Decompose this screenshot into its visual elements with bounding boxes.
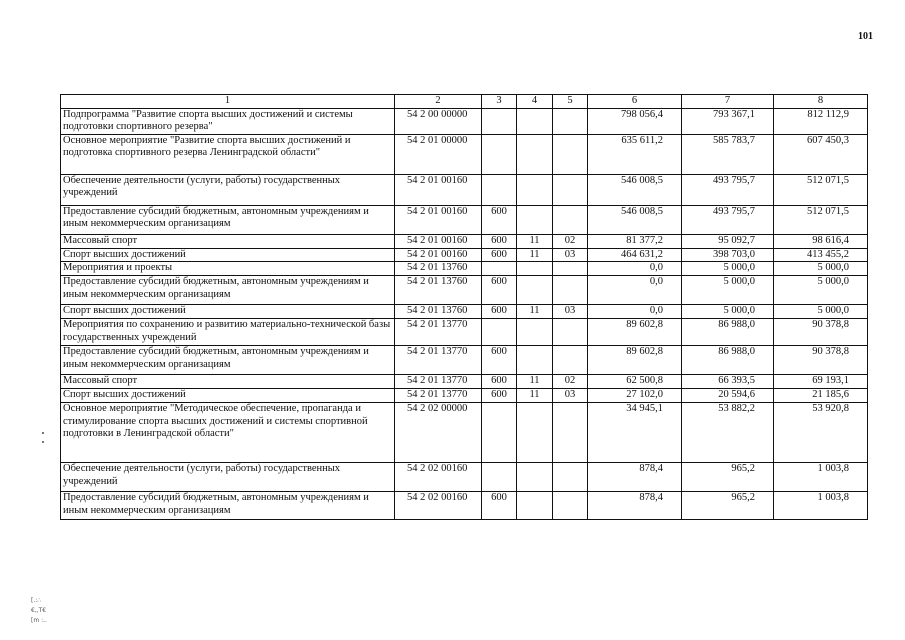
- table-row: [61, 205, 868, 234]
- row-value-7: 493 795,7: [682, 174, 774, 205]
- row-value-6: 62 500,8: [588, 375, 682, 389]
- row-vr: 600: [482, 346, 517, 375]
- table-row: [61, 174, 868, 205]
- row-pr: [553, 174, 588, 205]
- table-row: [61, 134, 868, 174]
- row-name: Предоставление субсидий бюджетным, автономным учреждениям и иным некоммерческим организациям: [61, 346, 395, 375]
- row-name: Массовый спорт: [61, 375, 395, 389]
- header-row: [61, 95, 868, 109]
- row-value-8: 812 112,9: [774, 108, 868, 134]
- table-row: [61, 234, 868, 248]
- row-rz: [517, 492, 553, 520]
- table-row: [61, 305, 868, 319]
- row-pr: [553, 262, 588, 276]
- row-rz: [517, 262, 553, 276]
- row-value-8: 21 185,6: [774, 389, 868, 403]
- row-value-8: 5 000,0: [774, 276, 868, 305]
- row-code: 54 2 01 00160: [395, 248, 482, 262]
- column-header: 8: [774, 95, 868, 109]
- column-header: 2: [395, 95, 482, 109]
- row-pr: 03: [553, 389, 588, 403]
- row-name: Предоставление субсидий бюджетным, автономным учреждениям и иным некоммерческим организациям: [61, 205, 395, 234]
- row-value-7: 66 393,5: [682, 375, 774, 389]
- row-rz: 11: [517, 305, 553, 319]
- column-header: 6: [588, 95, 682, 109]
- row-code: 54 2 01 13770: [395, 389, 482, 403]
- row-pr: 02: [553, 375, 588, 389]
- row-rz: 11: [517, 234, 553, 248]
- table-row: [61, 463, 868, 492]
- row-value-6: 635 611,2: [588, 134, 682, 174]
- row-rz: [517, 403, 553, 463]
- row-vr: [482, 262, 517, 276]
- row-code: 54 2 02 00160: [395, 492, 482, 520]
- row-value-8: 512 071,5: [774, 174, 868, 205]
- margin-mark: [.:∴: [31, 597, 42, 604]
- margin-mark: [m :..: [31, 617, 47, 624]
- column-header: 5: [553, 95, 588, 109]
- row-value-7: 5 000,0: [682, 276, 774, 305]
- row-value-6: 464 631,2: [588, 248, 682, 262]
- table-row: [61, 403, 868, 463]
- row-value-7: 95 092,7: [682, 234, 774, 248]
- row-name: Подпрограмма "Развитие спорта высших достижений и системы подготовки спортивного резерва": [61, 108, 395, 134]
- row-value-6: 878,4: [588, 463, 682, 492]
- row-value-6: 34 945,1: [588, 403, 682, 463]
- row-rz: [517, 108, 553, 134]
- table-row: [61, 108, 868, 134]
- row-vr: [482, 319, 517, 346]
- row-value-6: 798 056,4: [588, 108, 682, 134]
- row-rz: [517, 319, 553, 346]
- row-rz: 11: [517, 248, 553, 262]
- row-value-8: 1 003,8: [774, 463, 868, 492]
- table-row: [61, 389, 868, 403]
- column-header: 7: [682, 95, 774, 109]
- row-name: Спорт высших достижений: [61, 248, 395, 262]
- row-vr: [482, 174, 517, 205]
- row-value-6: 81 377,2: [588, 234, 682, 248]
- row-name: Основное мероприятие "Методическое обеспечение, пропаганда и стимулирование спорта высших достижений и системы спортивной подготовки в Ленинградской области": [61, 403, 395, 463]
- row-value-6: 546 008,5: [588, 174, 682, 205]
- row-code: 54 2 00 00000: [395, 108, 482, 134]
- row-name: Основное мероприятие "Развитие спорта высших достижений и подготовка спортивного резерва Ленинградской области": [61, 134, 395, 174]
- row-value-8: 69 193,1: [774, 375, 868, 389]
- column-header: 4: [517, 95, 553, 109]
- row-value-7: 793 367,1: [682, 108, 774, 134]
- row-code: 54 2 01 13760: [395, 276, 482, 305]
- scan-speck: [42, 432, 44, 434]
- row-value-8: 1 003,8: [774, 492, 868, 520]
- row-value-7: 86 988,0: [682, 319, 774, 346]
- row-name: Обеспечение деятельности (услуги, работы) государственных учреждений: [61, 174, 395, 205]
- row-value-8: 5 000,0: [774, 262, 868, 276]
- row-pr: 03: [553, 248, 588, 262]
- row-value-7: 86 988,0: [682, 346, 774, 375]
- row-value-6: 27 102,0: [588, 389, 682, 403]
- row-value-7: 5 000,0: [682, 262, 774, 276]
- row-vr: 600: [482, 492, 517, 520]
- row-value-7: 965,2: [682, 463, 774, 492]
- row-value-7: 53 882,2: [682, 403, 774, 463]
- row-value-7: 585 783,7: [682, 134, 774, 174]
- row-vr: [482, 134, 517, 174]
- row-value-7: 398 703,0: [682, 248, 774, 262]
- table-row: [61, 375, 868, 389]
- row-name: Предоставление субсидий бюджетным, автономным учреждениям и иным некоммерческим организациям: [61, 492, 395, 520]
- row-rz: 11: [517, 389, 553, 403]
- row-code: 54 2 01 13760: [395, 305, 482, 319]
- row-code: 54 2 01 13770: [395, 375, 482, 389]
- row-pr: 02: [553, 234, 588, 248]
- row-pr: [553, 108, 588, 134]
- row-rz: [517, 276, 553, 305]
- row-code: 54 2 01 00160: [395, 174, 482, 205]
- table-row: [61, 276, 868, 305]
- table-row: [61, 248, 868, 262]
- row-value-7: 5 000,0: [682, 305, 774, 319]
- table-row: [61, 319, 868, 346]
- row-vr: 600: [482, 276, 517, 305]
- row-code: 54 2 01 00160: [395, 205, 482, 234]
- row-vr: [482, 463, 517, 492]
- row-value-6: 878,4: [588, 492, 682, 520]
- row-value-8: 607 450,3: [774, 134, 868, 174]
- row-code: 54 2 01 00160: [395, 234, 482, 248]
- row-name: Обеспечение деятельности (услуги, работы) государственных учреждений: [61, 463, 395, 492]
- scan-speck: [42, 441, 44, 443]
- row-name: Мероприятия по сохранению и развитию материально-технической базы государственных учреждений: [61, 319, 395, 346]
- row-value-8: 98 616,4: [774, 234, 868, 248]
- row-pr: [553, 346, 588, 375]
- budget-table: [60, 94, 868, 520]
- row-rz: [517, 346, 553, 375]
- row-code: 54 2 01 13770: [395, 346, 482, 375]
- row-vr: [482, 108, 517, 134]
- row-pr: [553, 319, 588, 346]
- row-rz: [517, 174, 553, 205]
- row-pr: [553, 492, 588, 520]
- row-vr: 600: [482, 205, 517, 234]
- row-value-6: 0,0: [588, 262, 682, 276]
- row-vr: 600: [482, 234, 517, 248]
- row-name: Мероприятия и проекты: [61, 262, 395, 276]
- row-code: 54 2 01 13770: [395, 319, 482, 346]
- row-code: 54 2 01 13760: [395, 262, 482, 276]
- row-vr: 600: [482, 248, 517, 262]
- row-pr: [553, 403, 588, 463]
- column-header: 3: [482, 95, 517, 109]
- row-rz: [517, 134, 553, 174]
- row-code: 54 2 01 00000: [395, 134, 482, 174]
- row-rz: 11: [517, 375, 553, 389]
- row-vr: [482, 403, 517, 463]
- row-vr: 600: [482, 389, 517, 403]
- table-row: [61, 262, 868, 276]
- table-row: [61, 492, 868, 520]
- row-name: Спорт высших достижений: [61, 305, 395, 319]
- row-value-6: 0,0: [588, 276, 682, 305]
- row-value-8: 413 455,2: [774, 248, 868, 262]
- row-name: Предоставление субсидий бюджетным, автономным учреждениям и иным некоммерческим организациям: [61, 276, 395, 305]
- row-rz: [517, 463, 553, 492]
- row-value-6: 0,0: [588, 305, 682, 319]
- row-value-7: 493 795,7: [682, 205, 774, 234]
- row-value-8: 5 000,0: [774, 305, 868, 319]
- row-value-8: 53 920,8: [774, 403, 868, 463]
- row-value-7: 965,2: [682, 492, 774, 520]
- row-code: 54 2 02 00160: [395, 463, 482, 492]
- row-name: Массовый спорт: [61, 234, 395, 248]
- row-rz: [517, 205, 553, 234]
- row-vr: 600: [482, 305, 517, 319]
- page-number: 101: [858, 31, 873, 42]
- row-pr: [553, 134, 588, 174]
- row-value-8: 90 378,8: [774, 346, 868, 375]
- table-row: [61, 346, 868, 375]
- row-value-6: 546 008,5: [588, 205, 682, 234]
- row-value-6: 89 602,8: [588, 319, 682, 346]
- row-value-8: 512 071,5: [774, 205, 868, 234]
- row-value-8: 90 378,8: [774, 319, 868, 346]
- margin-mark: €,,Т€: [31, 607, 47, 614]
- row-code: 54 2 02 00000: [395, 403, 482, 463]
- row-pr: [553, 205, 588, 234]
- row-value-6: 89 602,8: [588, 346, 682, 375]
- row-pr: [553, 276, 588, 305]
- row-vr: 600: [482, 375, 517, 389]
- row-pr: [553, 463, 588, 492]
- row-name: Спорт высших достижений: [61, 389, 395, 403]
- column-header: 1: [61, 95, 395, 109]
- row-value-7: 20 594,6: [682, 389, 774, 403]
- row-pr: 03: [553, 305, 588, 319]
